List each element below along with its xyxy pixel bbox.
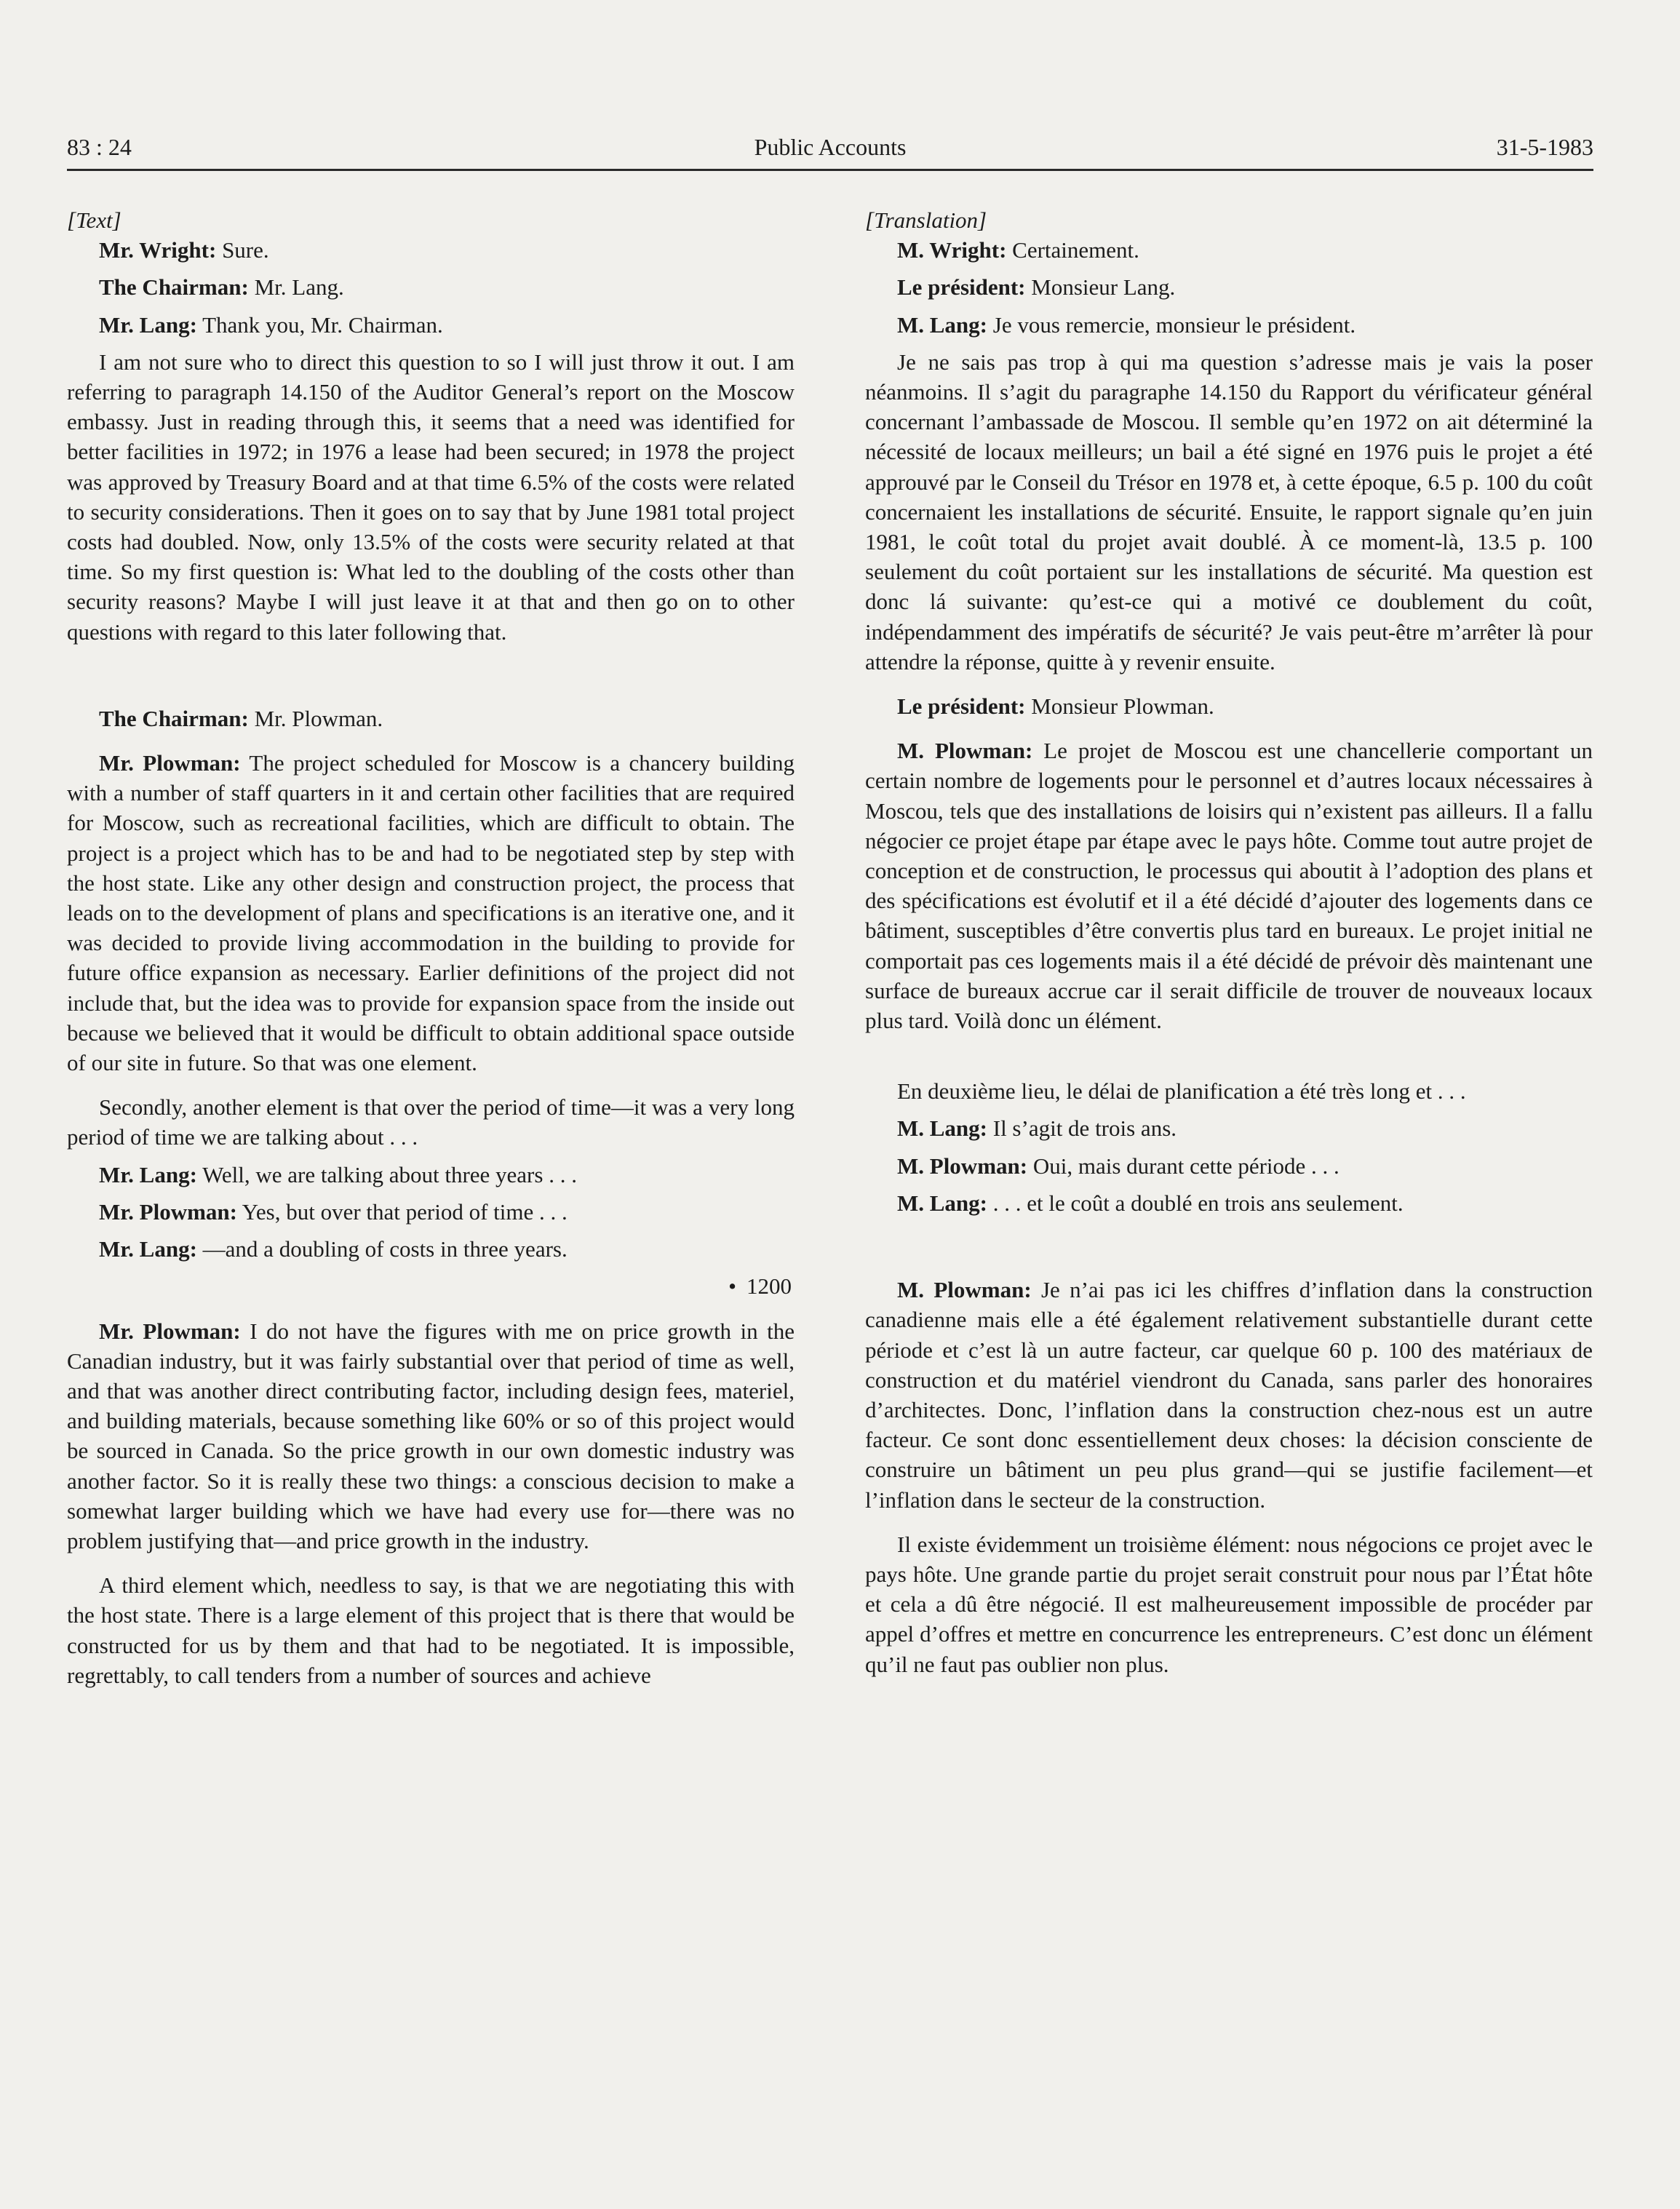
speaker-name: M. Plowman: bbox=[897, 1153, 1028, 1179]
speaker-name: M. Lang: bbox=[897, 1115, 987, 1142]
speaker-name: Mr. Lang: bbox=[99, 1236, 197, 1262]
paragraph: Il existe évidemment un troisième élément: nous négocions ce projet avec le pays hôte. Une grande partie du projet serait construit pour nous par l’État hôte et cela a dû être négocié. Il est malheureusement impossible de procéder par appel d’offres et mettre en concurrence les entrepreneurs. C’est donc un élément qu’il ne faut pas oublier non plus. bbox=[865, 1531, 1593, 1677]
speech-text: . . . et le coût a doublé en trois ans seulement. bbox=[987, 1190, 1404, 1216]
english-column bbox=[67, 205, 795, 1690]
speech-chairman bbox=[67, 272, 795, 302]
speaker-name: M. Plowman: bbox=[897, 738, 1033, 764]
page-reference: 83 : 24 bbox=[67, 134, 132, 160]
speaker-name: Mr. Plowman: bbox=[99, 1318, 241, 1344]
speech-wright bbox=[865, 235, 1593, 265]
speech-text: Oui, mais durant cette période . . . bbox=[1027, 1153, 1339, 1179]
issue-date: 31-5-1983 bbox=[1496, 134, 1593, 160]
paragraph: A third element which, needless to say, is that we are negotiating this with the host state. There is a large element of this project that is there that would be constructed for us by them and that had to be negotiated. It is impossible, regrettably, to call tenders from a number of sources and achieve bbox=[67, 1572, 795, 1688]
speech-lang bbox=[865, 1113, 1593, 1143]
page-header bbox=[67, 131, 1593, 171]
speech-lang bbox=[865, 310, 1593, 340]
speaker-name: Mr. Lang: bbox=[99, 1161, 197, 1187]
speaker-name: Le président: bbox=[897, 693, 1026, 720]
speaker-name: M. Plowman: bbox=[897, 1277, 1032, 1303]
speech-plowman bbox=[67, 1316, 795, 1556]
speech-plowman bbox=[67, 1197, 795, 1227]
speech-text: Le projet de Moscou est une chancellerie comportant un certain nombre de logements pour le personnel et d’autres locaux nécessaires à Moscou, tels que des installations de loisirs qui n’existent pas ailleurs. Il a fallu négocier ce projet étape par étape avec le pays hôte. Comme tout autre projet de conception et de construction, le processus qui aboutit à l’adoption des plans et des spécifications est évolutif et il a été décidé d’ajouter des logements dans ce bâtiment, susceptibles d’être convertis plus tard en bureaux. Le projet initial ne comportait pas ces logements mais il a été décidé de prévoir dès maintenant une surface de bureaux accrue car il serait difficile de trouver de nouveaux locaux plus tard. Voilà donc un élément. bbox=[865, 738, 1593, 1034]
speaker-name: M. Lang: bbox=[897, 311, 987, 338]
text-tag: [Text] bbox=[67, 207, 122, 233]
speech-president bbox=[865, 272, 1593, 302]
speech-chairman bbox=[67, 704, 795, 733]
paragraph: Secondly, another element is that over the period of time—it was a very long period of time we are talking about . . . bbox=[67, 1094, 795, 1150]
speech-text: Thank you, Mr. Chairman. bbox=[196, 311, 443, 338]
bullet-icon: • bbox=[728, 1273, 736, 1299]
speech-plowman bbox=[865, 1151, 1593, 1181]
time-marker-text: 1200 bbox=[747, 1273, 792, 1299]
speech-wright bbox=[67, 235, 795, 265]
speaker-name: M. Lang: bbox=[897, 1190, 987, 1216]
speaker-name: M. Wright: bbox=[897, 237, 1007, 263]
time-marker bbox=[67, 1271, 795, 1301]
speaker-name: Mr. Plowman: bbox=[99, 750, 241, 776]
speech-lang bbox=[67, 310, 795, 340]
speech-text: Mr. Plowman. bbox=[248, 705, 383, 731]
speaker-name: Mr. Lang: bbox=[99, 311, 197, 338]
speech-text: Certainement. bbox=[1006, 237, 1139, 263]
paragraph-question: Je ne sais pas trop à qui ma question s’adresse mais je vais la poser néanmoins. Il s’agit du paragraphe 14.150 du Rapport du vérificateur général concernant l’ambassade de Moscou. Il semble qu’en 1972 on ait déterminé la nécessité de locaux meilleurs; un bail a été signé en 1976 puis le projet a été approuvé par le Conseil du Trésor en 1978 et, à cette époque, 6.5 p. 100 du coût concernaient les installations de sécurité. Ensuite, le rapport signale qu’en juin 1981, le coût total du projet avait doublé. À ce moment-là, 13.5 p. 100 seulement du coût portaient sur les installations de sécurité. Ma question est donc lá suivante: qu’est-ce qui a motivé ce doublement du coût, indépendamment des impératifs de sécurité? Je vais peut-être m’arrêter là pour attendre la réponse, quitte à y revenir ensuite. bbox=[865, 349, 1593, 674]
translation-tag: [Translation] bbox=[865, 207, 987, 233]
speaker-name: The Chairman: bbox=[99, 274, 249, 300]
speech-lang bbox=[865, 1188, 1593, 1218]
speech-lang bbox=[67, 1234, 795, 1264]
speaker-name: Mr. Plowman: bbox=[99, 1198, 237, 1225]
speech-text: Monsieur Lang. bbox=[1025, 274, 1176, 300]
speaker-name: Le président: bbox=[897, 274, 1026, 300]
speaker-name: Mr. Wright: bbox=[99, 237, 217, 263]
speech-text: Mr. Lang. bbox=[248, 274, 344, 300]
speech-lang bbox=[67, 1160, 795, 1190]
french-column bbox=[865, 205, 1593, 1679]
publication-title: Public Accounts bbox=[754, 134, 907, 160]
speech-text: Monsieur Plowman. bbox=[1025, 693, 1214, 720]
speech-text: Sure. bbox=[216, 237, 269, 263]
speech-plowman bbox=[865, 736, 1593, 1035]
speech-text: Je vous remercie, monsieur le président. bbox=[987, 311, 1356, 338]
paragraph-question: I am not sure who to direct this question to so I will just throw it out. I am referring to paragraph 14.150 of the Auditor General’s report on the Moscow embassy. Just in reading through this, it seems that a need was identified for better facilities in 1972; in 1976 a lease had been secured; in 1978 the project was approved by Treasury Board and at that time 6.5% of the costs were related to security considerations. Then it goes on to say that by June 1981 total project costs had doubled. Now, only 13.5% of the costs were security related at that time. So my first question is: What led to the doubling of the costs other than security reasons? Maybe I will just leave it at that and then go on to other questions with regard to this later following that. bbox=[67, 349, 795, 645]
speech-text: Yes, but over that period of time . . . bbox=[237, 1198, 568, 1225]
speech-text: Je n’ai pas ici les chiffres d’inflation dans la construction canadienne mais elle a été également relativement substantielle durant cette période et c’est là un autre facteur, car quelque 60 p. 100 des matériaux de construction et du matériel viendront du Canada, sans parler des honoraires d’architectes. Donc, l’inflation dans la construction chez-nous est un autre facteur. Ce sont donc essentiellement deux choses: la décision consciente de construire un bâtiment un peu plus grand—qui se justifie facilement—et l’inflation dans le secteur de la construction. bbox=[865, 1277, 1593, 1513]
speech-text: —and a doubling of costs in three years. bbox=[196, 1236, 568, 1262]
speech-plowman bbox=[865, 1275, 1593, 1515]
speech-president bbox=[865, 691, 1593, 721]
speech-text: The project scheduled for Moscow is a chancery building with a number of staff quarters in it and certain other facilities that are required for Moscow, such as recreational facilities, which are difficult to obtain. The project is a project which has to be and had to be negotiated step by step with the host state. Like any other design and construction project, the process that leads on to the development of plans and specifications is an iterative one, and it was decided to provide living accommodation in the building to provide for future office expansion as necessary. Earlier definitions of the project did not include that, but the idea was to provide for expansion space from the inside out because we believed that it would be difficult to obtain additional space outside of our site in future. So that was one element. bbox=[67, 750, 795, 1076]
paragraph: En deuxième lieu, le délai de planification a été très long et . . . bbox=[897, 1078, 1466, 1104]
speech-text: Well, we are talking about three years . . . bbox=[196, 1161, 577, 1187]
speech-plowman bbox=[67, 748, 795, 1078]
speaker-name: The Chairman: bbox=[99, 705, 249, 731]
speech-text: Il s’agit de trois ans. bbox=[987, 1115, 1177, 1142]
speech-text: I do not have the figures with me on price growth in the Canadian industry, but it was fairly substantial over that period of time as well, and that was another direct contributing factor, including design fees, materiel, and building materials, because something like 60% or so of this project would be sourced in Canada. So the price growth in our own domestic industry was another factor. So it is really these two things: a conscious decision to make a somewhat larger building which we have had every use for—there was no problem justifying that—and price growth in the industry. bbox=[67, 1318, 795, 1553]
